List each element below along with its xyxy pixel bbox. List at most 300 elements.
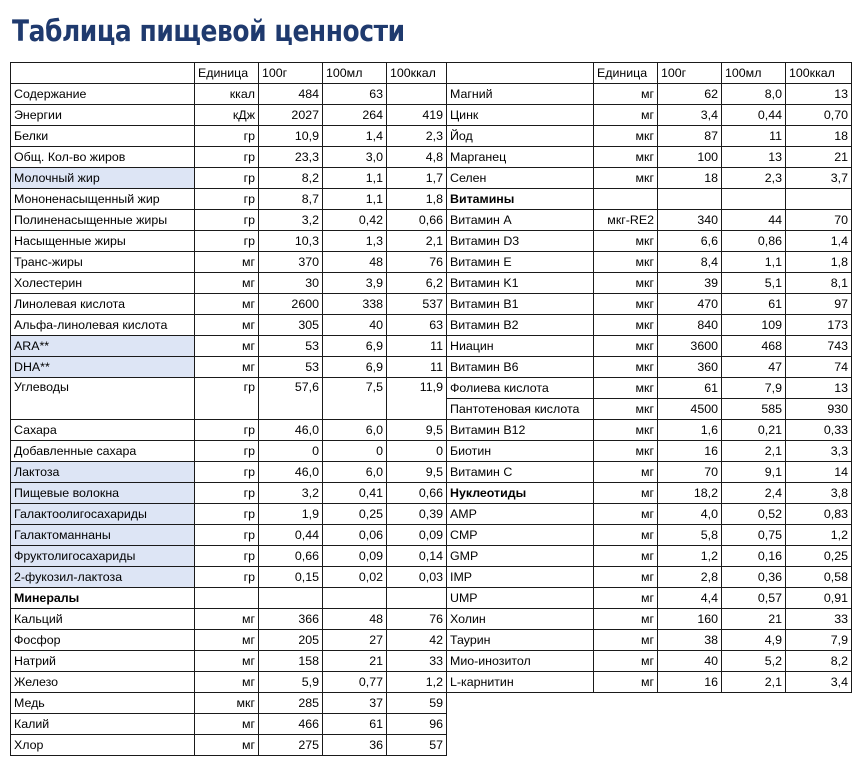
nutrient-name: Энергии [11,105,195,126]
value-100g: 40 [658,651,722,672]
table-row [11,315,852,336]
value-100g: 0,66 [259,546,323,567]
nutrient-name: Фруктолигосахариды [11,546,195,567]
value-100g: 61 [658,378,722,399]
value-100g: 370 [259,252,323,273]
value-100ml: 37 [323,693,387,714]
value-100ml: 61 [722,294,786,315]
nutrient-name: Таурин [447,630,594,651]
value-100kcal: 7,9 [786,630,852,651]
nutrient-name: Йод [447,126,594,147]
value-100kcal: 930 [786,399,852,420]
nutrient-name: Магний [447,84,594,105]
value-100g: 3600 [658,336,722,357]
value-100ml: 44 [722,210,786,231]
unit-cell: гр [195,147,259,168]
value-100g: 366 [259,609,323,630]
value-100kcal: 63 [387,315,447,336]
unit-cell: гр [195,420,259,441]
unit-cell: мг [195,357,259,378]
value-100g: 5,8 [658,525,722,546]
value-100ml: 338 [323,294,387,315]
unit-cell: мг [594,483,658,504]
value-100ml [323,588,387,609]
table-row [11,420,852,441]
nutrient-name: Галактоолигосахариды [11,504,195,525]
value-100g: 2027 [259,105,323,126]
value-100kcal: 0,83 [786,504,852,525]
value-100ml: 11 [722,126,786,147]
value-100ml: 0,25 [323,504,387,525]
nutrient-name: Витамин B12 [447,420,594,441]
value-100ml: 468 [722,336,786,357]
value-100g: 46,0 [259,462,323,483]
nutrient-name: Селен [447,168,594,189]
unit-cell: мкг [594,378,658,399]
value-100kcal: 173 [786,315,852,336]
unit-cell: мг [594,525,658,546]
value-100g: 18,2 [658,483,722,504]
value-100g: 10,3 [259,231,323,252]
value-100kcal: 33 [786,609,852,630]
value-100kcal: 1,8 [786,252,852,273]
value-100ml [722,189,786,210]
value-100kcal: 9,5 [387,462,447,483]
unit-cell: мг [195,336,259,357]
value-100ml: 7,5 [323,378,387,420]
nutrient-name: Холестерин [11,273,195,294]
value-100ml: 6,9 [323,336,387,357]
value-100ml: 5,1 [722,273,786,294]
value-100kcal: 18 [786,126,852,147]
nutrient-name: Витамин A [447,210,594,231]
nutrient-name: Фосфор [11,630,195,651]
value-100ml: 36 [323,735,387,756]
value-100ml: 0,52 [722,504,786,525]
value-100ml: 0,44 [722,105,786,126]
value-100ml: 585 [722,399,786,420]
value-100g: 53 [259,336,323,357]
value-100g: 87 [658,126,722,147]
value-100g: 160 [658,609,722,630]
value-100g: 62 [658,84,722,105]
value-100kcal: 59 [387,693,447,714]
unit-cell: мг [195,651,259,672]
table-row [11,294,852,315]
nutrient-name: Транс-жиры [11,252,195,273]
value-100ml: 13 [722,147,786,168]
value-100kcal: 11 [387,336,447,357]
table-row [11,588,852,609]
value-100g: 470 [658,294,722,315]
value-100g: 16 [658,441,722,462]
value-100kcal: 42 [387,630,447,651]
table-row [11,672,852,693]
value-100ml: 0,42 [323,210,387,231]
value-100g: 6,6 [658,231,722,252]
value-100g: 46,0 [259,420,323,441]
table-row [11,378,852,399]
table-row [11,168,852,189]
unit-cell: мг [594,567,658,588]
unit-cell: мг [195,672,259,693]
value-100kcal: 57 [387,735,447,756]
unit-cell: мг [195,294,259,315]
table-row [11,630,852,651]
value-100g: 1,6 [658,420,722,441]
unit-cell: мкг [594,399,658,420]
nutrient-name: Витамины [447,189,594,210]
value-100ml: 0,86 [722,231,786,252]
nutrient-name: Биотин [447,441,594,462]
value-100kcal: 419 [387,105,447,126]
nutrient-name: Ниацин [447,336,594,357]
value-100ml: 6,0 [323,462,387,483]
value-100g: 1,2 [658,546,722,567]
unit-cell: гр [195,231,259,252]
value-100g: 23,3 [259,147,323,168]
unit-cell: ккал [195,84,259,105]
value-100ml: 8,0 [722,84,786,105]
value-100kcal: 1,4 [786,231,852,252]
value-100g: 466 [259,714,323,735]
unit-cell: мг [594,462,658,483]
nutrient-name: IMP [447,567,594,588]
unit-cell: мг [594,504,658,525]
value-100ml: 61 [323,714,387,735]
value-100g: 5,9 [259,672,323,693]
unit-cell [594,189,658,210]
value-100ml: 9,1 [722,462,786,483]
nutrient-name: Насыщенные жиры [11,231,195,252]
value-100ml: 0,02 [323,567,387,588]
nutrient-name: Витамин B2 [447,315,594,336]
unit-cell: гр [195,525,259,546]
unit-cell: гр [195,504,259,525]
unit-cell: мг [594,672,658,693]
table-row [11,231,852,252]
unit-cell: мкг [594,294,658,315]
unit-cell: мкг [594,147,658,168]
unit-cell: мг [195,609,259,630]
nutrition-table [10,62,852,756]
nutrient-name: Хлор [11,735,195,756]
table-row [11,336,852,357]
header-100kcal: 100ккал [387,63,447,84]
value-100kcal: 97 [786,294,852,315]
table-row [11,546,852,567]
value-100g: 38 [658,630,722,651]
nutrient-name: Витамин C [447,462,594,483]
nutrient-name: ARA** [11,336,195,357]
value-100ml: 27 [323,630,387,651]
unit-cell: мкг [594,315,658,336]
value-100ml: 3,9 [323,273,387,294]
value-100ml: 3,0 [323,147,387,168]
unit-cell: мг [195,735,259,756]
value-100kcal [387,84,447,105]
value-100kcal: 0,66 [387,210,447,231]
value-100kcal: 13 [786,378,852,399]
value-100g: 285 [259,693,323,714]
value-100g: 0,44 [259,525,323,546]
value-100kcal: 70 [786,210,852,231]
value-100g: 4,4 [658,588,722,609]
value-100ml: 6,9 [323,357,387,378]
header-blank [11,63,195,84]
nutrient-name: GMP [447,546,594,567]
nutrient-name: Белки [11,126,195,147]
value-100kcal: 3,4 [786,672,852,693]
value-100ml: 0,75 [722,525,786,546]
value-100kcal: 14 [786,462,852,483]
value-100ml: 7,9 [722,378,786,399]
value-100ml: 0,21 [722,420,786,441]
nutrient-name: Галактоманнаны [11,525,195,546]
unit-cell: мг [195,630,259,651]
value-100kcal: 76 [387,609,447,630]
value-100g: 2,8 [658,567,722,588]
value-100g: 53 [259,357,323,378]
value-100kcal: 0,33 [786,420,852,441]
nutrient-name: Калий [11,714,195,735]
nutrient-name: Витамин K1 [447,273,594,294]
nutrient-name: Фолиева кислота [447,378,594,399]
value-100kcal: 8,1 [786,273,852,294]
value-100kcal: 743 [786,336,852,357]
value-100kcal: 96 [387,714,447,735]
value-100ml: 0,06 [323,525,387,546]
header-100g: 100г [259,63,323,84]
value-100kcal: 0,66 [387,483,447,504]
value-100ml: 5,2 [722,651,786,672]
value-100g: 305 [259,315,323,336]
nutrient-name: Витамин E [447,252,594,273]
table-row [11,84,852,105]
value-100ml: 109 [722,315,786,336]
unit-cell: мкг [594,336,658,357]
value-100kcal: 0,70 [786,105,852,126]
value-100g: 100 [658,147,722,168]
value-100kcal: 13 [786,84,852,105]
value-100kcal: 1,8 [387,189,447,210]
header-100g: 100г [658,63,722,84]
unit-cell: мкг [594,168,658,189]
value-100ml: 1,3 [323,231,387,252]
header-unit: Единица [195,63,259,84]
value-100kcal: 9,5 [387,420,447,441]
value-100kcal: 537 [387,294,447,315]
nutrient-name: Витамин B6 [447,357,594,378]
unit-cell: мкг [594,357,658,378]
value-100ml: 21 [722,609,786,630]
value-100ml: 264 [323,105,387,126]
unit-cell: мкг [594,252,658,273]
value-100kcal: 0 [387,441,447,462]
nutrient-name: Содержание [11,84,195,105]
value-100g: 16 [658,672,722,693]
value-100ml: 40 [323,315,387,336]
value-100ml: 0,77 [323,672,387,693]
value-100ml: 0,16 [722,546,786,567]
table-row [11,189,852,210]
unit-cell: гр [195,126,259,147]
nutrient-name: DHA** [11,357,195,378]
table-row [11,462,852,483]
nutrient-name: Цинк [447,105,594,126]
value-100kcal: 2,1 [387,231,447,252]
page-title: Таблица пищевой ценности [12,14,405,48]
value-100g: 205 [259,630,323,651]
table-row [11,735,852,756]
nutrient-name: Минералы [11,588,195,609]
table-row [11,483,852,504]
table-row [11,252,852,273]
value-100kcal: 76 [387,252,447,273]
value-100ml: 0,41 [323,483,387,504]
value-100g [658,189,722,210]
unit-cell: мг [594,105,658,126]
unit-cell: гр [195,546,259,567]
nutrient-name: Пищевые волокна [11,483,195,504]
unit-cell: мкг [594,420,658,441]
unit-cell: мкг [594,273,658,294]
nutrient-name: Общ. Кол-во жиров [11,147,195,168]
value-100ml: 1,1 [323,168,387,189]
value-100g: 2600 [259,294,323,315]
unit-cell: мг [594,630,658,651]
value-100kcal: 3,3 [786,441,852,462]
nutrient-name: Медь [11,693,195,714]
nutrient-name: Натрий [11,651,195,672]
nutrient-name: AMP [447,504,594,525]
value-100g: 8,4 [658,252,722,273]
nutrient-name: Лактоза [11,462,195,483]
value-100g: 70 [658,462,722,483]
table-header-row [11,63,852,84]
value-100kcal: 0,58 [786,567,852,588]
unit-cell: мг [594,588,658,609]
table-row [11,567,852,588]
value-100g: 275 [259,735,323,756]
unit-cell: гр [195,189,259,210]
nutrient-name: Углеводы [11,378,195,420]
unit-cell: мг [594,546,658,567]
value-100ml: 0,36 [722,567,786,588]
unit-cell: гр [195,210,259,231]
unit-cell: кДж [195,105,259,126]
unit-cell [195,588,259,609]
unit-cell: мг [594,651,658,672]
table-row [11,525,852,546]
value-100kcal: 1,7 [387,168,447,189]
value-100g: 4,0 [658,504,722,525]
value-100ml: 4,9 [722,630,786,651]
value-100kcal [786,189,852,210]
value-100g: 340 [658,210,722,231]
nutrient-name: Полиненасыщенные жиры [11,210,195,231]
header-100ml: 100мл [722,63,786,84]
nutrient-name: Сахара [11,420,195,441]
table-row [11,126,852,147]
table-row [11,714,852,735]
value-100kcal: 4,8 [387,147,447,168]
nutrient-name: Альфа-линолевая кислота [11,315,195,336]
nutrient-name: Нуклеотиды [447,483,594,504]
table-row [11,441,852,462]
value-100kcal: 0,14 [387,546,447,567]
nutrient-name: Железо [11,672,195,693]
value-100g: 57,6 [259,378,323,420]
value-100g: 3,2 [259,483,323,504]
value-100g: 8,2 [259,168,323,189]
nutrient-name: Марганец [447,147,594,168]
value-100kcal: 33 [387,651,447,672]
value-100ml: 63 [323,84,387,105]
value-100kcal: 6,2 [387,273,447,294]
table-row [11,693,852,714]
nutrient-name: Пантотеновая кислота [447,399,594,420]
value-100g: 484 [259,84,323,105]
value-100g: 0 [259,441,323,462]
value-100g: 3,2 [259,210,323,231]
value-100g: 840 [658,315,722,336]
table-row [11,504,852,525]
value-100ml: 47 [722,357,786,378]
value-100g: 360 [658,357,722,378]
nutrient-name: CMP [447,525,594,546]
header-unit: Единица [594,63,658,84]
nutrient-name: 2-фукозил-лактоза [11,567,195,588]
nutrient-name: Линолевая кислота [11,294,195,315]
table-row [11,210,852,231]
unit-cell: мкг [594,126,658,147]
nutrient-name: Холин [447,609,594,630]
value-100kcal: 21 [786,147,852,168]
value-100g: 4500 [658,399,722,420]
table-row [11,651,852,672]
nutrient-name: Витамин D3 [447,231,594,252]
unit-cell: мг [195,714,259,735]
header-100kcal: 100ккал [786,63,852,84]
nutrient-name: Мио-инозитол [447,651,594,672]
value-100g: 3,4 [658,105,722,126]
unit-cell: мг [195,252,259,273]
unit-cell: мкг [195,693,259,714]
value-100kcal: 11,9 [387,378,447,420]
nutrient-name: UMP [447,588,594,609]
unit-cell: мг [594,609,658,630]
value-100g: 30 [259,273,323,294]
table-row [11,105,852,126]
value-100ml: 0,09 [323,546,387,567]
nutrient-name: L-карнитин [447,672,594,693]
nutrient-name: Молочный жир [11,168,195,189]
value-100ml: 2,4 [722,483,786,504]
value-100kcal: 3,7 [786,168,852,189]
header-100ml: 100мл [323,63,387,84]
unit-cell: гр [195,378,259,420]
value-100g [259,588,323,609]
value-100ml: 6,0 [323,420,387,441]
value-100kcal: 0,25 [786,546,852,567]
value-100ml: 1,1 [323,189,387,210]
value-100kcal: 0,09 [387,525,447,546]
value-100kcal: 0,39 [387,504,447,525]
value-100kcal: 2,3 [387,126,447,147]
unit-cell: гр [195,168,259,189]
value-100ml: 0 [323,441,387,462]
